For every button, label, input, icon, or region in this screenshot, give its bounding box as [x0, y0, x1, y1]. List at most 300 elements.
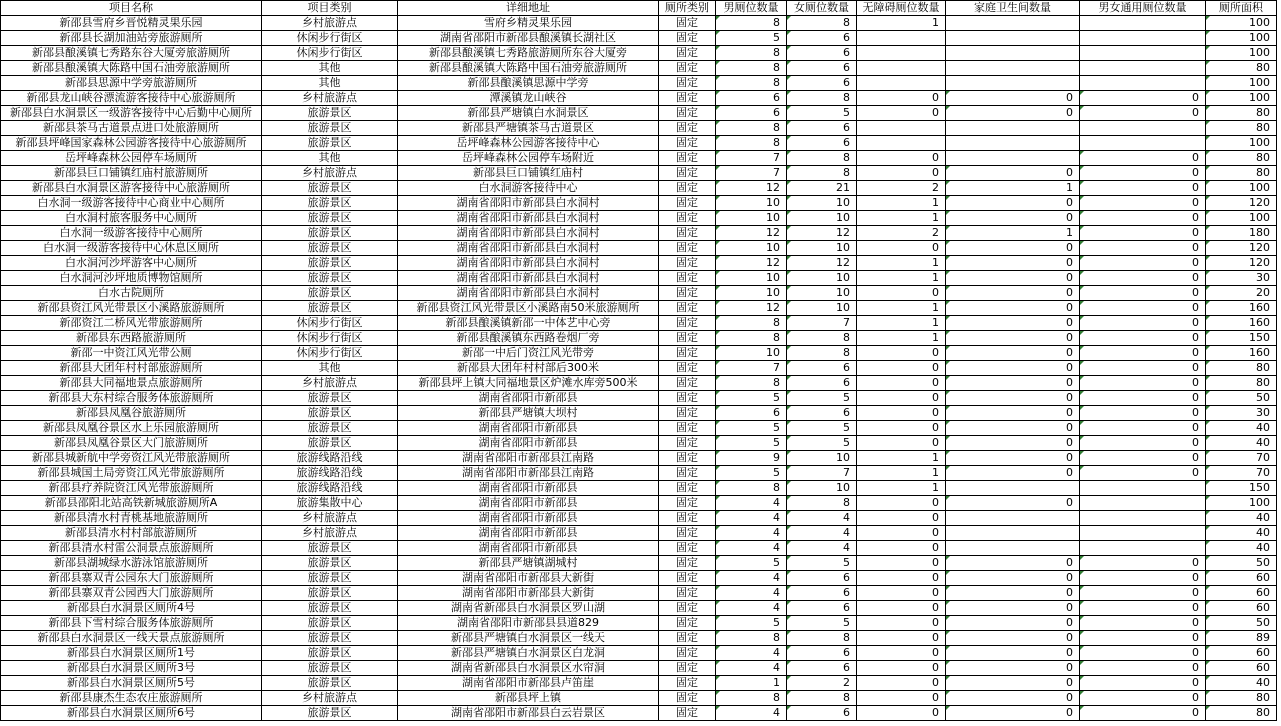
table-cell[interactable]: 5: [787, 106, 857, 121]
table-cell[interactable]: 湖南省邵阳市新邵县县道829: [398, 616, 659, 631]
table-cell[interactable]: 其他: [262, 76, 398, 91]
table-cell[interactable]: 1: [857, 331, 946, 346]
table-cell[interactable]: 旅游景区: [262, 256, 398, 271]
table-cell[interactable]: 10: [716, 211, 787, 226]
table-cell[interactable]: 10: [787, 211, 857, 226]
table-cell[interactable]: 旅游景区: [262, 136, 398, 151]
table-cell[interactable]: 湖南省邵阳市新邵县白水洞村: [398, 286, 659, 301]
table-cell[interactable]: 60: [1206, 646, 1277, 661]
table-cell[interactable]: 30: [1206, 406, 1277, 421]
table-cell[interactable]: 60: [1206, 586, 1277, 601]
table-cell[interactable]: 0: [1080, 391, 1206, 406]
table-cell[interactable]: 0: [946, 706, 1080, 721]
table-cell[interactable]: 白水洞河沙坪地质博物馆厕所: [1, 271, 262, 286]
table-cell[interactable]: 0: [946, 676, 1080, 691]
table-cell[interactable]: 0: [1080, 376, 1206, 391]
table-cell[interactable]: 100: [1206, 136, 1277, 151]
table-cell[interactable]: 8: [716, 331, 787, 346]
table-cell[interactable]: 0: [857, 691, 946, 706]
table-cell[interactable]: 70: [1206, 466, 1277, 481]
table-cell[interactable]: 白水洞一级游客接待中心休息区厕所: [1, 241, 262, 256]
table-cell[interactable]: 新邵县酿溪镇新邵一中体艺中心旁: [398, 316, 659, 331]
table-cell[interactable]: 0: [857, 631, 946, 646]
table-cell[interactable]: 180: [1206, 226, 1277, 241]
table-cell[interactable]: 6: [716, 406, 787, 421]
table-cell[interactable]: 旅游景区: [262, 286, 398, 301]
table-cell[interactable]: 8: [716, 61, 787, 76]
table-cell[interactable]: 湖南省邵阳市新邵县卢笛崖: [398, 676, 659, 691]
table-cell[interactable]: 湖南省邵阳市新邵县: [398, 526, 659, 541]
table-cell[interactable]: 0: [1080, 211, 1206, 226]
table-cell[interactable]: 4: [716, 586, 787, 601]
table-cell[interactable]: [946, 481, 1080, 496]
table-cell[interactable]: 8: [716, 316, 787, 331]
table-cell[interactable]: 固定: [659, 301, 716, 316]
table-cell[interactable]: 0: [857, 511, 946, 526]
table-cell[interactable]: [946, 136, 1080, 151]
table-cell[interactable]: 80: [1206, 106, 1277, 121]
table-cell[interactable]: 0: [857, 661, 946, 676]
table-cell[interactable]: 1: [946, 181, 1080, 196]
table-cell[interactable]: 雪府乡精灵果乐园: [398, 16, 659, 31]
table-cell[interactable]: 5: [716, 616, 787, 631]
table-cell[interactable]: 湖南省邵阳市新邵县大新街: [398, 586, 659, 601]
table-cell[interactable]: 固定: [659, 31, 716, 46]
table-cell[interactable]: 0: [1080, 166, 1206, 181]
table-cell[interactable]: 新邵县城国土局旁资江风光带旅游厕所: [1, 466, 262, 481]
table-cell[interactable]: [946, 16, 1080, 31]
table-cell[interactable]: 新邵县康杰生态农庄旅游厕所: [1, 691, 262, 706]
column-header[interactable]: 厕所类别: [659, 1, 716, 16]
table-cell[interactable]: 0: [857, 151, 946, 166]
table-cell[interactable]: 6: [787, 601, 857, 616]
table-cell[interactable]: 60: [1206, 571, 1277, 586]
table-cell[interactable]: [946, 121, 1080, 136]
table-cell[interactable]: 固定: [659, 526, 716, 541]
table-cell[interactable]: 4: [716, 541, 787, 556]
table-cell[interactable]: 100: [1206, 46, 1277, 61]
table-cell[interactable]: 旅游景区: [262, 631, 398, 646]
table-cell[interactable]: 湖南省新邵县白水洞景区水帘洞: [398, 661, 659, 676]
table-cell[interactable]: 10: [716, 241, 787, 256]
table-cell[interactable]: 5: [787, 421, 857, 436]
table-cell[interactable]: 0: [1080, 181, 1206, 196]
table-cell[interactable]: 旅游景区: [262, 196, 398, 211]
table-cell[interactable]: [1080, 511, 1206, 526]
table-cell[interactable]: 乡村旅游点: [262, 16, 398, 31]
table-cell[interactable]: 0: [1080, 91, 1206, 106]
table-cell[interactable]: [857, 61, 946, 76]
table-cell[interactable]: 固定: [659, 631, 716, 646]
table-cell[interactable]: 0: [1080, 421, 1206, 436]
table-cell[interactable]: 固定: [659, 361, 716, 376]
table-cell[interactable]: 40: [1206, 436, 1277, 451]
table-cell[interactable]: 固定: [659, 406, 716, 421]
table-cell[interactable]: 旅游景区: [262, 181, 398, 196]
table-cell[interactable]: 8: [787, 166, 857, 181]
table-cell[interactable]: 0: [946, 436, 1080, 451]
table-cell[interactable]: 9: [716, 451, 787, 466]
table-cell[interactable]: 8: [787, 91, 857, 106]
table-cell[interactable]: 0: [946, 286, 1080, 301]
table-cell[interactable]: 0: [1080, 451, 1206, 466]
table-cell[interactable]: 旅游景区: [262, 706, 398, 721]
table-cell[interactable]: 湖南省邵阳市新邵县白水洞村: [398, 241, 659, 256]
table-cell[interactable]: [857, 76, 946, 91]
table-cell[interactable]: 21: [787, 181, 857, 196]
table-cell[interactable]: 固定: [659, 16, 716, 31]
table-cell[interactable]: 固定: [659, 76, 716, 91]
table-cell[interactable]: 8: [787, 331, 857, 346]
table-cell[interactable]: 0: [1080, 676, 1206, 691]
table-cell[interactable]: [857, 121, 946, 136]
table-cell[interactable]: 160: [1206, 316, 1277, 331]
table-cell[interactable]: 8: [716, 136, 787, 151]
table-cell[interactable]: 50: [1206, 556, 1277, 571]
table-cell[interactable]: 0: [946, 616, 1080, 631]
table-cell[interactable]: 湖南省邵阳市新邵县: [398, 391, 659, 406]
table-cell[interactable]: 白水洞河沙坪游客中心厕所: [1, 256, 262, 271]
table-cell[interactable]: 0: [946, 331, 1080, 346]
table-cell[interactable]: 湖南省邵阳市新邵县: [398, 481, 659, 496]
table-cell[interactable]: 新邵县酿溪镇大陈路中国石油旁旅游厕所: [1, 61, 262, 76]
table-cell[interactable]: 6: [787, 571, 857, 586]
table-cell[interactable]: 湖南省邵阳市新邵县大新街: [398, 571, 659, 586]
table-cell[interactable]: 固定: [659, 601, 716, 616]
table-cell[interactable]: 旅游景区: [262, 106, 398, 121]
table-cell[interactable]: 0: [946, 301, 1080, 316]
table-cell[interactable]: 10: [787, 241, 857, 256]
table-cell[interactable]: 8: [716, 631, 787, 646]
table-cell[interactable]: 固定: [659, 376, 716, 391]
table-cell[interactable]: 旅游景区: [262, 646, 398, 661]
table-cell[interactable]: 新邵县清水村雷公洞景点旅游厕所: [1, 541, 262, 556]
table-cell[interactable]: 80: [1206, 61, 1277, 76]
table-cell[interactable]: [857, 46, 946, 61]
table-cell[interactable]: 固定: [659, 91, 716, 106]
table-cell[interactable]: 0: [857, 706, 946, 721]
table-cell[interactable]: 白水洞一级游客接待中心商业中心厕所: [1, 196, 262, 211]
table-cell[interactable]: 0: [857, 586, 946, 601]
table-cell[interactable]: 8: [787, 691, 857, 706]
table-cell[interactable]: 乡村旅游点: [262, 91, 398, 106]
table-cell[interactable]: 固定: [659, 571, 716, 586]
table-cell[interactable]: 80: [1206, 166, 1277, 181]
column-header[interactable]: 男厕位数量: [716, 1, 787, 16]
table-cell[interactable]: 湖南省邵阳市新邵县: [398, 436, 659, 451]
table-cell[interactable]: 旅游景区: [262, 661, 398, 676]
table-cell[interactable]: 固定: [659, 706, 716, 721]
table-cell[interactable]: 0: [857, 571, 946, 586]
table-cell[interactable]: 150: [1206, 331, 1277, 346]
table-cell[interactable]: 固定: [659, 511, 716, 526]
table-cell[interactable]: 新邵县雪府乡晋悦精灵果乐园: [1, 16, 262, 31]
table-cell[interactable]: 白水洞村旅客服务中心厕所: [1, 211, 262, 226]
table-cell[interactable]: 7: [787, 466, 857, 481]
table-cell[interactable]: 旅游景区: [262, 211, 398, 226]
table-cell[interactable]: 12: [716, 226, 787, 241]
table-cell[interactable]: 固定: [659, 211, 716, 226]
table-cell[interactable]: 0: [946, 211, 1080, 226]
table-cell[interactable]: 0: [1080, 151, 1206, 166]
table-cell[interactable]: 0: [1080, 586, 1206, 601]
table-cell[interactable]: 0: [857, 676, 946, 691]
table-cell[interactable]: 5: [716, 436, 787, 451]
table-cell[interactable]: 新邵县坪上镇: [398, 691, 659, 706]
table-cell[interactable]: 8: [716, 691, 787, 706]
table-cell[interactable]: 0: [946, 256, 1080, 271]
table-cell[interactable]: 1: [857, 271, 946, 286]
table-cell[interactable]: 150: [1206, 481, 1277, 496]
table-cell[interactable]: 7: [716, 361, 787, 376]
table-cell[interactable]: 乡村旅游点: [262, 511, 398, 526]
table-cell[interactable]: 新邵县白水洞景区游客接待中心旅游厕所: [1, 181, 262, 196]
table-cell[interactable]: 1: [857, 301, 946, 316]
table-cell[interactable]: 旅游景区: [262, 571, 398, 586]
table-cell[interactable]: 0: [1080, 661, 1206, 676]
table-cell[interactable]: 120: [1206, 196, 1277, 211]
table-cell[interactable]: 湖南省邵阳市新邵县江南路: [398, 466, 659, 481]
table-cell[interactable]: 固定: [659, 46, 716, 61]
table-cell[interactable]: 旅游线路沿线: [262, 466, 398, 481]
table-cell[interactable]: 新邵县巨口铺镇红庙村: [398, 166, 659, 181]
table-cell[interactable]: 6: [787, 706, 857, 721]
table-cell[interactable]: 新邵县凤凰谷景区大门旅游厕所: [1, 436, 262, 451]
table-cell[interactable]: 100: [1206, 16, 1277, 31]
table-cell[interactable]: 固定: [659, 691, 716, 706]
table-cell[interactable]: 旅游景区: [262, 271, 398, 286]
table-cell[interactable]: 固定: [659, 151, 716, 166]
table-cell[interactable]: 潭溪镇龙山峡谷: [398, 91, 659, 106]
table-cell[interactable]: 湖南省邵阳市新邵县: [398, 496, 659, 511]
table-cell[interactable]: [946, 61, 1080, 76]
table-cell[interactable]: 休闲步行街区: [262, 316, 398, 331]
table-cell[interactable]: 湖南省新邵县白水洞景区罗山湖: [398, 601, 659, 616]
table-cell[interactable]: 1: [857, 256, 946, 271]
table-cell[interactable]: 0: [946, 391, 1080, 406]
column-header[interactable]: 女厕位数量: [787, 1, 857, 16]
table-cell[interactable]: 湖南省邵阳市新邵县白水洞村: [398, 226, 659, 241]
table-cell[interactable]: 0: [1080, 466, 1206, 481]
table-cell[interactable]: 0: [946, 106, 1080, 121]
table-cell[interactable]: 旅游集散中心: [262, 496, 398, 511]
table-cell[interactable]: 0: [857, 436, 946, 451]
table-cell[interactable]: 休闲步行街区: [262, 331, 398, 346]
table-cell[interactable]: 固定: [659, 196, 716, 211]
table-cell[interactable]: 旅游景区: [262, 436, 398, 451]
table-cell[interactable]: 10: [716, 286, 787, 301]
table-cell[interactable]: 0: [857, 406, 946, 421]
table-cell[interactable]: 80: [1206, 691, 1277, 706]
table-cell[interactable]: 0: [946, 166, 1080, 181]
table-cell[interactable]: 0: [857, 376, 946, 391]
table-cell[interactable]: 8: [716, 481, 787, 496]
table-cell[interactable]: 新邵县清水村青桃基地旅游厕所: [1, 511, 262, 526]
table-cell[interactable]: 8: [787, 631, 857, 646]
table-cell[interactable]: 新邵县寨双青公园东大门旅游厕所: [1, 571, 262, 586]
table-cell[interactable]: 0: [1080, 271, 1206, 286]
table-cell[interactable]: 8: [716, 121, 787, 136]
table-cell[interactable]: 7: [787, 316, 857, 331]
table-cell[interactable]: 湖南省邵阳市新邵县白水洞村: [398, 196, 659, 211]
table-cell[interactable]: 100: [1206, 31, 1277, 46]
table-cell[interactable]: 8: [716, 46, 787, 61]
table-cell[interactable]: 新邵县白水洞景区厕所1号: [1, 646, 262, 661]
table-cell[interactable]: [1080, 481, 1206, 496]
table-cell[interactable]: 5: [716, 556, 787, 571]
table-cell[interactable]: 100: [1206, 496, 1277, 511]
table-cell[interactable]: 白水古院厕所: [1, 286, 262, 301]
table-cell[interactable]: 0: [946, 556, 1080, 571]
table-cell[interactable]: 6: [787, 61, 857, 76]
table-cell[interactable]: 4: [716, 526, 787, 541]
table-cell[interactable]: 新邵县白水洞景区一级游客接待中心后勤中心厕所: [1, 106, 262, 121]
table-cell[interactable]: 固定: [659, 226, 716, 241]
table-cell[interactable]: 10: [787, 196, 857, 211]
table-cell[interactable]: [1080, 541, 1206, 556]
table-cell[interactable]: 旅游景区: [262, 406, 398, 421]
table-cell[interactable]: 固定: [659, 421, 716, 436]
table-cell[interactable]: 40: [1206, 676, 1277, 691]
table-cell[interactable]: 8: [787, 151, 857, 166]
table-cell[interactable]: 岳坪峰森林公园游客接待中心: [398, 136, 659, 151]
table-cell[interactable]: 新邵县严塘镇湖城村: [398, 556, 659, 571]
table-cell[interactable]: 5: [716, 31, 787, 46]
table-cell[interactable]: 160: [1206, 346, 1277, 361]
table-cell[interactable]: 4: [716, 646, 787, 661]
table-cell[interactable]: 新邵县寨双青公园西大门旅游厕所: [1, 586, 262, 601]
table-cell[interactable]: 10: [787, 271, 857, 286]
table-cell[interactable]: 0: [946, 421, 1080, 436]
table-cell[interactable]: 固定: [659, 481, 716, 496]
table-cell[interactable]: 旅游景区: [262, 301, 398, 316]
table-cell[interactable]: 旅游线路沿线: [262, 451, 398, 466]
table-cell[interactable]: 0: [857, 616, 946, 631]
table-cell[interactable]: 固定: [659, 316, 716, 331]
table-cell[interactable]: 0: [946, 451, 1080, 466]
table-cell[interactable]: 4: [716, 706, 787, 721]
table-cell[interactable]: 1: [857, 211, 946, 226]
table-cell[interactable]: 6: [716, 106, 787, 121]
table-cell[interactable]: 固定: [659, 466, 716, 481]
table-cell[interactable]: 0: [946, 271, 1080, 286]
table-cell[interactable]: 0: [857, 646, 946, 661]
table-cell[interactable]: 固定: [659, 586, 716, 601]
table-cell[interactable]: 0: [1080, 286, 1206, 301]
table-cell[interactable]: 湖南省邵阳市新邵县江南路: [398, 451, 659, 466]
table-cell[interactable]: 湖南省邵阳市新邵县: [398, 541, 659, 556]
table-cell[interactable]: 固定: [659, 541, 716, 556]
table-cell[interactable]: 新邵资江二桥风光带旅游厕所: [1, 316, 262, 331]
table-cell[interactable]: 休闲步行街区: [262, 346, 398, 361]
table-cell[interactable]: 新邵县白水洞景区厕所4号: [1, 601, 262, 616]
table-cell[interactable]: 岳坪峰森林公园停车场厕所: [1, 151, 262, 166]
table-cell[interactable]: 新邵县大同福地景点旅游厕所: [1, 376, 262, 391]
table-cell[interactable]: 固定: [659, 556, 716, 571]
table-cell[interactable]: 2: [787, 676, 857, 691]
table-cell[interactable]: 0: [946, 601, 1080, 616]
table-cell[interactable]: 旅游景区: [262, 586, 398, 601]
table-cell[interactable]: 0: [857, 106, 946, 121]
table-cell[interactable]: 新邵县凤凰谷景区水上乐园旅游厕所: [1, 421, 262, 436]
table-cell[interactable]: 0: [946, 346, 1080, 361]
table-cell[interactable]: 40: [1206, 511, 1277, 526]
table-cell[interactable]: 新邵县龙山峡谷漂流游客接待中心旅游厕所: [1, 91, 262, 106]
table-cell[interactable]: 0: [946, 466, 1080, 481]
table-cell[interactable]: 5: [716, 421, 787, 436]
table-cell[interactable]: 0: [857, 601, 946, 616]
column-header[interactable]: 项目类别: [262, 1, 398, 16]
table-cell[interactable]: 新邵县酿溪镇七秀路东谷大厦旁旅游厕所: [1, 46, 262, 61]
table-cell[interactable]: 新邵县凤凰谷旅游厕所: [1, 406, 262, 421]
table-cell[interactable]: 4: [787, 511, 857, 526]
table-cell[interactable]: 40: [1206, 421, 1277, 436]
table-cell[interactable]: 0: [1080, 241, 1206, 256]
table-cell[interactable]: 新邵县严塘镇白水洞景区一线天: [398, 631, 659, 646]
table-cell[interactable]: 0: [857, 496, 946, 511]
table-cell[interactable]: [1080, 31, 1206, 46]
table-cell[interactable]: 0: [1080, 706, 1206, 721]
table-cell[interactable]: 6: [787, 661, 857, 676]
table-cell[interactable]: 新邵县大东村综合服务体旅游厕所: [1, 391, 262, 406]
table-cell[interactable]: 80: [1206, 376, 1277, 391]
table-cell[interactable]: 80: [1206, 706, 1277, 721]
table-cell[interactable]: 湖南省邵阳市新邵县白水洞村: [398, 211, 659, 226]
table-cell[interactable]: [946, 526, 1080, 541]
table-cell[interactable]: 湖南省邵阳市新邵县酿溪镇长湖社区: [398, 31, 659, 46]
table-cell[interactable]: 新邵县大团年村村部旅游厕所: [1, 361, 262, 376]
table-cell[interactable]: 乡村旅游点: [262, 166, 398, 181]
table-cell[interactable]: 新邵县下雪村综合服务体旅游厕所: [1, 616, 262, 631]
table-cell[interactable]: [1080, 61, 1206, 76]
table-cell[interactable]: 固定: [659, 121, 716, 136]
table-cell[interactable]: 新邵县城新航中学旁资江风光带旅游厕所: [1, 451, 262, 466]
table-cell[interactable]: 新邵县酿溪镇思源中学旁: [398, 76, 659, 91]
table-cell[interactable]: 新邵县长湖加油站旁旅游厕所: [1, 31, 262, 46]
table-cell[interactable]: 0: [1080, 631, 1206, 646]
table-cell[interactable]: 50: [1206, 391, 1277, 406]
table-cell[interactable]: 旅游景区: [262, 121, 398, 136]
table-cell[interactable]: 6: [716, 91, 787, 106]
table-cell[interactable]: 5: [716, 466, 787, 481]
column-header[interactable]: 家庭卫生间数量: [946, 1, 1080, 16]
table-cell[interactable]: 新邵县白水洞景区厕所3号: [1, 661, 262, 676]
table-cell[interactable]: 其他: [262, 361, 398, 376]
table-cell[interactable]: 固定: [659, 436, 716, 451]
table-cell[interactable]: 80: [1206, 151, 1277, 166]
table-cell[interactable]: [1080, 496, 1206, 511]
table-cell[interactable]: 80: [1206, 121, 1277, 136]
table-cell[interactable]: [857, 136, 946, 151]
table-cell[interactable]: 湖南省邵阳市新邵县白水洞村: [398, 271, 659, 286]
table-cell[interactable]: 0: [946, 91, 1080, 106]
table-cell[interactable]: 0: [946, 376, 1080, 391]
table-cell[interactable]: 0: [1080, 316, 1206, 331]
table-cell[interactable]: 新邵县资江风光带景区小溪路南50米旅游厕所: [398, 301, 659, 316]
table-cell[interactable]: 固定: [659, 496, 716, 511]
table-cell[interactable]: 休闲步行街区: [262, 31, 398, 46]
table-cell[interactable]: 40: [1206, 526, 1277, 541]
table-cell[interactable]: 1: [716, 676, 787, 691]
table-cell[interactable]: 固定: [659, 346, 716, 361]
table-cell[interactable]: 5: [787, 391, 857, 406]
table-cell[interactable]: 100: [1206, 91, 1277, 106]
table-cell[interactable]: 休闲步行街区: [262, 46, 398, 61]
table-cell[interactable]: 其他: [262, 151, 398, 166]
table-cell[interactable]: [1080, 76, 1206, 91]
table-cell[interactable]: 80: [1206, 361, 1277, 376]
table-cell[interactable]: [1080, 526, 1206, 541]
